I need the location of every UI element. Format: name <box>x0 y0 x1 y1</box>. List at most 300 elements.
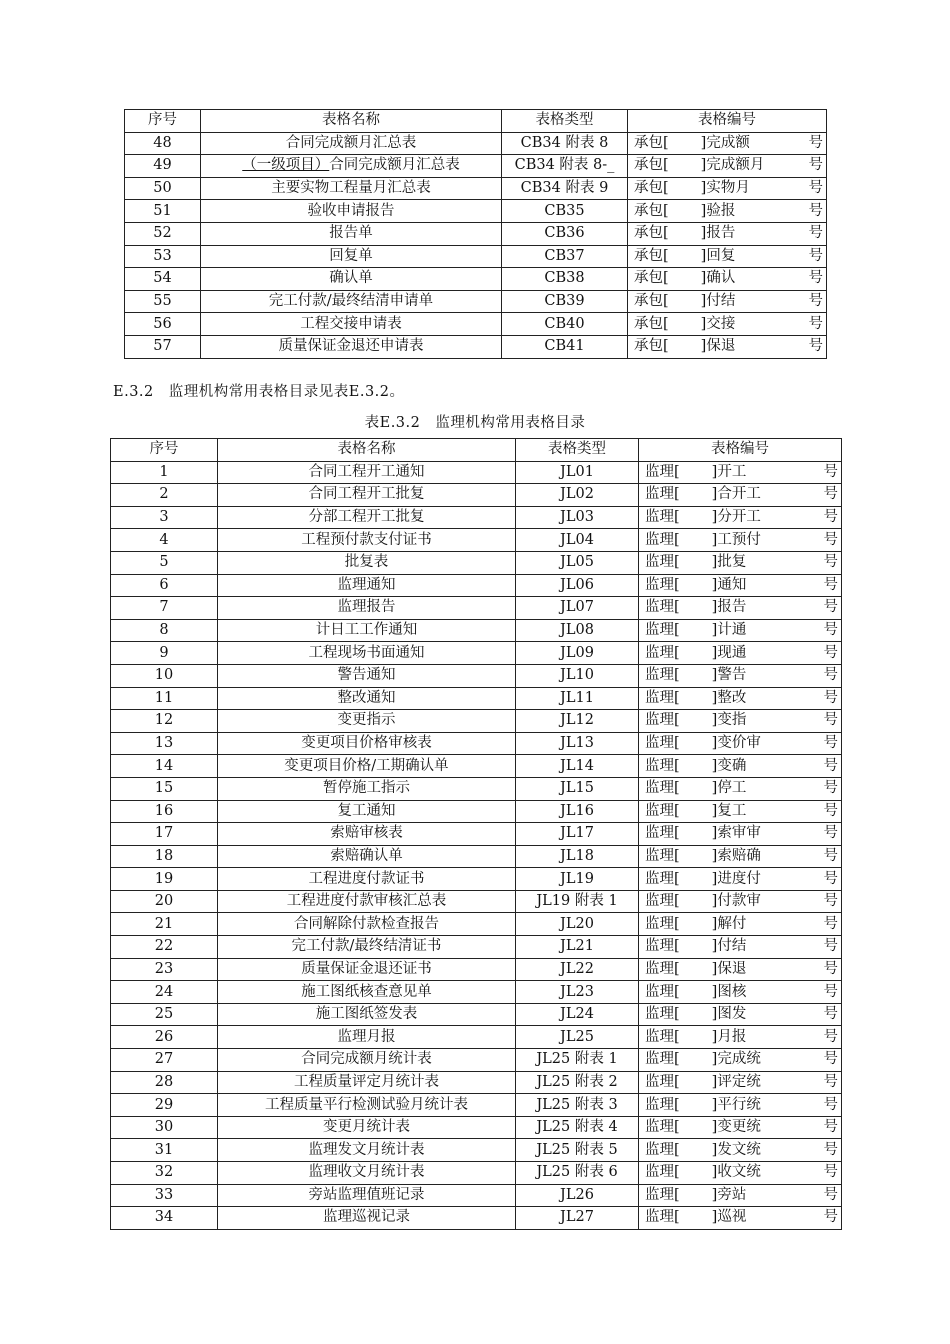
form-type: CB39 <box>502 290 628 313</box>
table-header-row <box>125 110 827 133</box>
form-type: JL25 附表 4 <box>516 1116 639 1139</box>
form-type: JL24 <box>516 1003 639 1026</box>
code-suffix: ]通知 <box>711 576 747 593</box>
row-number: 29 <box>111 1094 218 1117</box>
row-number: 30 <box>111 1116 218 1139</box>
row-number: 52 <box>125 222 201 245</box>
code-suffix: ]收文统 <box>711 1164 761 1181</box>
form-name-text: 批复表 <box>344 554 389 571</box>
code-number-suffix: 号 <box>823 1006 838 1023</box>
row-number: 4 <box>111 529 218 552</box>
code-prefix: 监理[ <box>645 509 680 526</box>
row-number: 51 <box>125 200 201 223</box>
table-row <box>111 1049 842 1072</box>
form-name-text: 工程现场书面通知 <box>308 644 425 661</box>
form-name <box>218 1207 516 1230</box>
form-code <box>628 132 827 155</box>
form-type: CB40 <box>502 313 628 336</box>
form-type: JL18 <box>516 845 639 868</box>
code-suffix: ]整改 <box>711 689 747 706</box>
code-prefix: 监理[ <box>645 1164 680 1181</box>
code-suffix: ]付结 <box>711 938 747 955</box>
row-number: 13 <box>111 732 218 755</box>
code-suffix: ]交接 <box>700 315 736 332</box>
form-name <box>218 1116 516 1139</box>
form-code <box>628 222 827 245</box>
form-type: JL05 <box>516 551 639 574</box>
table-row <box>111 574 842 597</box>
form-name-text: 整改通知 <box>337 689 396 706</box>
row-number: 11 <box>111 687 218 710</box>
form-type: JL21 <box>516 936 639 959</box>
code-suffix: ]索审审 <box>711 825 761 842</box>
code-number-suffix: 号 <box>823 689 838 706</box>
form-name-text: 监理发文月统计表 <box>308 1141 425 1158</box>
form-code <box>639 1139 842 1162</box>
code-prefix: 监理[ <box>645 576 680 593</box>
form-name <box>218 710 516 733</box>
code-suffix: ]变确 <box>711 757 747 774</box>
code-prefix: 监理[ <box>645 644 680 661</box>
table-row <box>111 1184 842 1207</box>
form-name-text: 工程进度付款审核汇总表 <box>286 893 447 910</box>
code-suffix: ]解付 <box>711 915 747 932</box>
form-type: JL25 附表 6 <box>516 1162 639 1185</box>
form-name-text: 暂停施工指示 <box>323 780 410 797</box>
code-prefix: 监理[ <box>645 983 680 1000</box>
form-type: JL23 <box>516 981 639 1004</box>
form-name <box>218 574 516 597</box>
header-name: 表格名称 <box>201 110 502 133</box>
form-code <box>639 710 842 733</box>
code-suffix: ]完成额 <box>700 134 750 151</box>
form-type: JL26 <box>516 1184 639 1207</box>
code-number-suffix: 号 <box>823 667 838 684</box>
row-number: 24 <box>111 981 218 1004</box>
code-prefix: 承包[ <box>634 134 669 151</box>
form-type: JL25 <box>516 1026 639 1049</box>
code-prefix: 监理[ <box>645 938 680 955</box>
form-type: JL09 <box>516 642 639 665</box>
form-name-text: 工程质量评定月统计表 <box>294 1073 439 1090</box>
form-name <box>218 777 516 800</box>
table-row <box>111 823 842 846</box>
code-prefix: 监理[ <box>645 554 680 571</box>
code-suffix: ]警告 <box>711 667 747 684</box>
form-name-text: 计日工工作通知 <box>315 622 418 639</box>
table-row <box>111 958 842 981</box>
row-number: 22 <box>111 936 218 959</box>
form-name-text: 验收申请报告 <box>307 202 395 219</box>
code-suffix: ]完成额月 <box>700 157 765 174</box>
form-name <box>201 222 502 245</box>
form-type: JL19 附表 1 <box>516 890 639 913</box>
table-row <box>125 132 827 155</box>
row-number: 6 <box>111 574 218 597</box>
form-name <box>218 551 516 574</box>
table-row <box>111 777 842 800</box>
row-number: 53 <box>125 245 201 268</box>
form-name-text: 工程质量平行检测试验月统计表 <box>265 1096 468 1113</box>
code-prefix: 监理[ <box>645 1051 680 1068</box>
code-number-suffix: 号 <box>823 893 838 910</box>
form-code <box>628 335 827 358</box>
table-row <box>111 1026 842 1049</box>
code-number-suffix: 号 <box>808 180 823 197</box>
code-suffix: ]现通 <box>711 644 747 661</box>
row-number: 32 <box>111 1162 218 1185</box>
table-row <box>125 290 827 313</box>
form-name <box>218 1139 516 1162</box>
code-suffix: ]停工 <box>711 780 747 797</box>
table-row <box>111 1094 842 1117</box>
form-code <box>639 1162 842 1185</box>
code-suffix: ]发文统 <box>711 1141 761 1158</box>
code-prefix: 承包[ <box>634 338 669 355</box>
form-name-text: 质量保证金退还证书 <box>301 960 432 977</box>
form-name <box>218 1003 516 1026</box>
form-code <box>639 936 842 959</box>
form-code <box>639 687 842 710</box>
code-number-suffix: 号 <box>823 735 838 752</box>
code-number-suffix: 号 <box>823 509 838 526</box>
form-name-text: 完工付款/最终结清申请单 <box>268 293 434 310</box>
table-row <box>125 335 827 358</box>
row-number: 34 <box>111 1207 218 1230</box>
form-code <box>639 551 842 574</box>
form-type: JL16 <box>516 800 639 823</box>
code-prefix: 监理[ <box>645 915 680 932</box>
form-name <box>201 245 502 268</box>
code-suffix: ]合开工 <box>711 486 761 503</box>
row-number: 3 <box>111 506 218 529</box>
code-number-suffix: 号 <box>823 870 838 887</box>
form-name <box>218 1049 516 1072</box>
form-name <box>218 687 516 710</box>
row-number: 1 <box>111 461 218 484</box>
code-number-suffix: 号 <box>823 847 838 864</box>
form-type: CB34 附表 8-_ <box>502 155 628 178</box>
form-type: CB36 <box>502 222 628 245</box>
form-name <box>218 619 516 642</box>
code-number-suffix: 号 <box>823 622 838 639</box>
code-suffix: ]保退 <box>700 338 736 355</box>
code-prefix: 监理[ <box>645 735 680 752</box>
form-type: CB37 <box>502 245 628 268</box>
code-prefix: 承包[ <box>634 315 669 332</box>
code-number-suffix: 号 <box>823 757 838 774</box>
header-no: 序号 <box>125 110 201 133</box>
code-number-suffix: 号 <box>823 644 838 661</box>
form-type: JL19 <box>516 868 639 891</box>
table-row <box>125 222 827 245</box>
code-prefix: 监理[ <box>645 622 680 639</box>
code-prefix: 监理[ <box>645 757 680 774</box>
table-row <box>111 1139 842 1162</box>
form-type: CB34 附表 8 <box>502 132 628 155</box>
form-name <box>218 913 516 936</box>
code-number-suffix: 号 <box>823 1164 838 1181</box>
form-name <box>218 529 516 552</box>
form-code <box>639 890 842 913</box>
code-number-suffix: 号 <box>823 983 838 1000</box>
code-suffix: ]复工 <box>711 802 747 819</box>
form-type: CB41 <box>502 335 628 358</box>
form-name-text: 合同解除付款检查报告 <box>294 915 439 932</box>
section-paragraph: E.3.2 监理机构常用表格目录见表E.3.2。 <box>113 384 405 400</box>
code-suffix: ]进度付 <box>711 870 761 887</box>
form-type: JL17 <box>516 823 639 846</box>
table-row <box>111 687 842 710</box>
row-number: 17 <box>111 823 218 846</box>
form-name-text: 工程进度付款证书 <box>308 870 425 887</box>
code-number-suffix: 号 <box>823 576 838 593</box>
table-row <box>111 913 842 936</box>
form-code <box>639 777 842 800</box>
table-row <box>111 800 842 823</box>
code-number-suffix: 号 <box>823 1073 838 1090</box>
header-name: 表格名称 <box>218 439 516 462</box>
row-number: 8 <box>111 619 218 642</box>
form-name-text: 施工图纸签发表 <box>315 1006 418 1023</box>
code-number-suffix: 号 <box>823 1119 838 1136</box>
form-code <box>628 200 827 223</box>
code-suffix: ]分开工 <box>711 509 761 526</box>
row-number: 21 <box>111 913 218 936</box>
form-name-text: 监理月报 <box>337 1028 396 1045</box>
code-suffix: ]批复 <box>711 554 747 571</box>
code-number-suffix: 号 <box>808 202 823 219</box>
form-code <box>639 913 842 936</box>
form-type: JL02 <box>516 484 639 507</box>
code-suffix: ]报告 <box>700 225 736 242</box>
code-number-suffix: 号 <box>823 1209 838 1226</box>
form-code <box>639 755 842 778</box>
form-name-text: 合同完成额月汇总表 <box>329 157 460 174</box>
table-row <box>125 268 827 291</box>
form-type: JL25 附表 1 <box>516 1049 639 1072</box>
code-prefix: 监理[ <box>645 1073 680 1090</box>
form-name <box>218 890 516 913</box>
form-code <box>639 1049 842 1072</box>
row-number: 10 <box>111 664 218 687</box>
form-code <box>628 177 827 200</box>
form-type: JL01 <box>516 461 639 484</box>
form-name-text: 合同完成额月汇总表 <box>285 134 417 151</box>
form-name <box>218 506 516 529</box>
table-row <box>111 710 842 733</box>
form-name-text: 旁站监理值班记录 <box>308 1186 425 1203</box>
header-code: 表格编号 <box>628 110 827 133</box>
form-name <box>201 155 502 178</box>
code-number-suffix: 号 <box>808 157 823 174</box>
row-number: 28 <box>111 1071 218 1094</box>
code-prefix: 监理[ <box>645 1209 680 1226</box>
form-code <box>639 529 842 552</box>
code-suffix: ]保退 <box>711 960 747 977</box>
form-code <box>639 642 842 665</box>
form-type: JL13 <box>516 732 639 755</box>
form-name <box>218 1026 516 1049</box>
form-code <box>639 664 842 687</box>
table-row <box>111 597 842 620</box>
code-suffix: ]图核 <box>711 983 747 1000</box>
table-row <box>125 245 827 268</box>
form-name-text: 报告单 <box>329 225 373 242</box>
form-type: JL06 <box>516 574 639 597</box>
form-name <box>218 823 516 846</box>
form-code <box>639 800 842 823</box>
table-row <box>125 177 827 200</box>
header-type: 表格类型 <box>516 439 639 462</box>
form-code <box>639 1094 842 1117</box>
code-prefix: 监理[ <box>645 486 680 503</box>
form-name-text: 工程交接申请表 <box>300 315 402 332</box>
form-code <box>639 1071 842 1094</box>
code-number-suffix: 号 <box>808 225 823 242</box>
code-suffix: ]确认 <box>700 270 736 287</box>
code-prefix: 承包[ <box>634 225 669 242</box>
form-name <box>201 290 502 313</box>
form-code <box>639 506 842 529</box>
code-prefix: 监理[ <box>645 463 680 480</box>
form-name <box>218 800 516 823</box>
form-type: JL14 <box>516 755 639 778</box>
form-name-text: 施工图纸核查意见单 <box>301 983 432 1000</box>
table-caption: 表E.3.2 监理机构常用表格目录 <box>364 415 586 431</box>
table-row <box>125 313 827 336</box>
code-suffix: ]工预付 <box>711 531 761 548</box>
code-number-suffix: 号 <box>823 463 838 480</box>
form-name <box>218 642 516 665</box>
form-name-text: 完工付款/最终结清证书 <box>291 938 442 955</box>
row-number: 2 <box>111 484 218 507</box>
code-prefix: 监理[ <box>645 893 680 910</box>
code-suffix: ]变价审 <box>711 735 761 752</box>
contractor-forms-table <box>124 109 827 359</box>
code-suffix: ]图发 <box>711 1006 747 1023</box>
code-number-suffix: 号 <box>808 315 823 332</box>
code-number-suffix: 号 <box>823 599 838 616</box>
code-suffix: ]完成统 <box>711 1051 761 1068</box>
code-suffix: ]报告 <box>711 599 747 616</box>
form-type: CB34 附表 9 <box>502 177 628 200</box>
code-prefix: 监理[ <box>645 802 680 819</box>
form-name <box>218 958 516 981</box>
form-code <box>628 155 827 178</box>
code-prefix: 监理[ <box>645 825 680 842</box>
code-number-suffix: 号 <box>823 486 838 503</box>
table-row <box>111 981 842 1004</box>
form-type: CB35 <box>502 200 628 223</box>
code-prefix: 承包[ <box>634 270 669 287</box>
row-number: 5 <box>111 551 218 574</box>
form-type: JL15 <box>516 777 639 800</box>
form-name <box>218 845 516 868</box>
code-suffix: ]索赔确 <box>711 847 761 864</box>
code-number-suffix: 号 <box>823 938 838 955</box>
form-code <box>639 1116 842 1139</box>
form-code <box>639 1026 842 1049</box>
form-code <box>639 597 842 620</box>
form-type: JL10 <box>516 664 639 687</box>
form-name-text: 复工通知 <box>337 802 396 819</box>
code-suffix: ]巡视 <box>711 1209 747 1226</box>
form-name <box>201 335 502 358</box>
form-name-text: 合同工程开工通知 <box>308 463 425 480</box>
code-prefix: 监理[ <box>645 599 680 616</box>
code-prefix: 监理[ <box>645 1096 680 1113</box>
code-suffix: ]变更统 <box>711 1119 761 1136</box>
form-name <box>218 461 516 484</box>
table-row <box>125 155 827 178</box>
code-prefix: 监理[ <box>645 1141 680 1158</box>
code-prefix: 监理[ <box>645 531 680 548</box>
table-row <box>111 1071 842 1094</box>
table-header-row <box>111 439 842 462</box>
code-prefix: 承包[ <box>634 180 669 197</box>
row-number: 31 <box>111 1139 218 1162</box>
code-number-suffix: 号 <box>808 134 823 151</box>
code-number-suffix: 号 <box>823 780 838 797</box>
code-prefix: 监理[ <box>645 960 680 977</box>
form-name <box>218 1094 516 1117</box>
code-prefix: 承包[ <box>634 293 669 310</box>
header-code: 表格编号 <box>639 439 842 462</box>
code-suffix: ]验报 <box>700 202 736 219</box>
code-prefix: 承包[ <box>634 202 669 219</box>
code-number-suffix: 号 <box>808 247 823 264</box>
form-type: JL11 <box>516 687 639 710</box>
form-type: JL25 附表 3 <box>516 1094 639 1117</box>
row-number: 20 <box>111 890 218 913</box>
code-prefix: 承包[ <box>634 157 669 174</box>
code-prefix: 监理[ <box>645 780 680 797</box>
code-prefix: 监理[ <box>645 1119 680 1136</box>
form-name <box>201 132 502 155</box>
form-name <box>218 868 516 891</box>
form-type: JL03 <box>516 506 639 529</box>
code-prefix: 监理[ <box>645 847 680 864</box>
form-name-text: 监理通知 <box>337 576 396 593</box>
code-number-suffix: 号 <box>823 960 838 977</box>
form-code <box>639 574 842 597</box>
code-number-suffix: 号 <box>823 825 838 842</box>
form-name-text: 变更月统计表 <box>323 1119 410 1136</box>
row-number: 19 <box>111 868 218 891</box>
code-number-suffix: 号 <box>823 1186 838 1203</box>
header-no: 序号 <box>111 439 218 462</box>
form-code <box>628 290 827 313</box>
form-name-text: 主要实物工程量月汇总表 <box>271 180 431 197</box>
form-type: JL27 <box>516 1207 639 1230</box>
code-prefix: 监理[ <box>645 870 680 887</box>
form-name <box>218 484 516 507</box>
form-name-text: 变更项目价格审核表 <box>301 735 432 752</box>
row-number: 56 <box>125 313 201 336</box>
form-name-text: 工程预付款支付证书 <box>301 531 432 548</box>
form-name <box>201 313 502 336</box>
form-name <box>201 268 502 291</box>
code-number-suffix: 号 <box>823 915 838 932</box>
code-prefix: 监理[ <box>645 1006 680 1023</box>
form-code <box>639 1184 842 1207</box>
code-prefix: 监理[ <box>645 712 680 729</box>
form-code <box>639 868 842 891</box>
table-row <box>111 868 842 891</box>
table-row <box>111 936 842 959</box>
form-type: JL07 <box>516 597 639 620</box>
